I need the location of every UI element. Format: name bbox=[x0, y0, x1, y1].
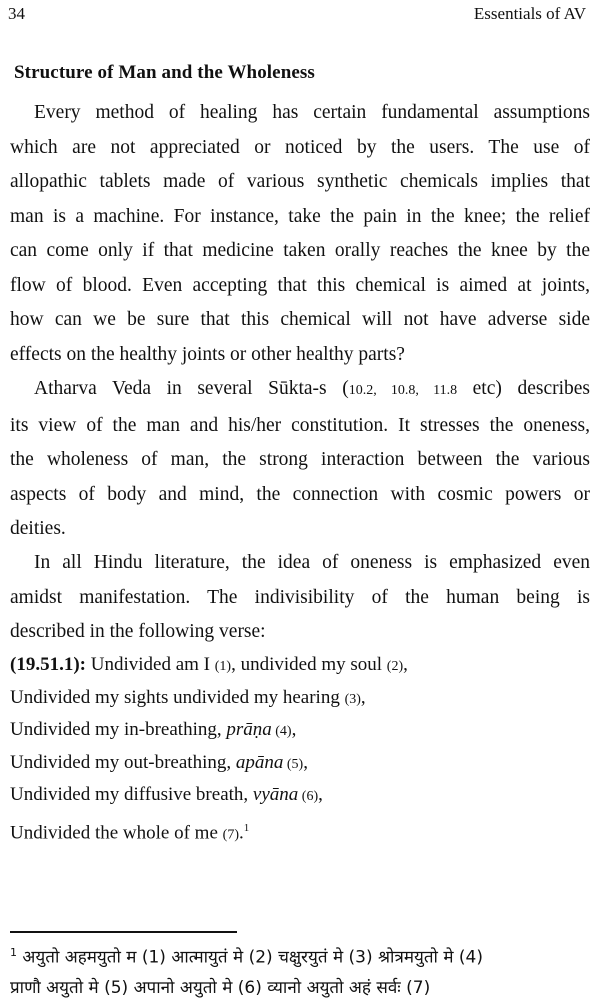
text-fragment: , bbox=[403, 654, 408, 675]
text-fragment: Atharva Veda in several Sūkta-s ( bbox=[34, 378, 349, 399]
page-number: 34 bbox=[8, 4, 25, 23]
text-fragment: , bbox=[360, 686, 366, 708]
text-line: its view of the man and his/her constitution. It stresses the oneness, bbox=[10, 414, 590, 436]
paragraph-2 bbox=[10, 372, 590, 547]
footnote-ref: 1 bbox=[243, 821, 250, 834]
text-line: effects on the healthy joints or other healthy parts? bbox=[10, 343, 405, 365]
footnote-marker: 1 bbox=[10, 946, 17, 959]
verse-line bbox=[10, 748, 408, 781]
text-fragment: etc) describes bbox=[457, 378, 591, 399]
text-line: described in the following verse: bbox=[10, 621, 266, 642]
text-line: amidst manifestation. The indivisibility of the human being is bbox=[10, 586, 590, 608]
paragraph-3 bbox=[10, 546, 590, 650]
running-title: Essentials of AV bbox=[473, 4, 586, 23]
verse-number: (3) bbox=[344, 691, 361, 707]
verse-number: (2) bbox=[386, 659, 404, 674]
text-line: flow of blood. Even accepting that this chemical is aimed at joints, bbox=[10, 274, 590, 296]
verse-reference: (19.51.1): bbox=[10, 654, 86, 675]
text-line: how can we be sure that this chemical will not have adverse side bbox=[10, 309, 590, 330]
verse-line bbox=[10, 683, 408, 716]
text-fragment: Undivided my diffusive breath, bbox=[10, 784, 253, 805]
verse-number: (1) bbox=[214, 659, 232, 674]
verse-number: (7) bbox=[222, 826, 239, 842]
sanskrit-term: vyāna bbox=[252, 784, 299, 805]
footnote-line bbox=[10, 938, 592, 973]
section-title: Structure of Man and the Wholeness bbox=[14, 62, 315, 83]
text-fragment: , bbox=[318, 784, 323, 805]
footnote-divider bbox=[10, 931, 237, 933]
text-fragment: , bbox=[291, 719, 297, 740]
sanskrit-term: prāṇa bbox=[226, 719, 272, 740]
text-line: In all Hindu literature, the idea of oneness is emphasized even bbox=[34, 552, 590, 573]
text-fragment: . bbox=[238, 821, 244, 843]
text-fragment: Undivided my out-breathing, bbox=[10, 751, 236, 773]
text-line: Every method of healing has certain fundamental assumptions bbox=[34, 102, 590, 123]
text-line: deities. bbox=[10, 518, 66, 539]
text-fragment: , undivided my soul bbox=[231, 654, 387, 675]
verse-line bbox=[10, 650, 408, 683]
footnote-line: प्राणौ अयुतो मे (5) अपानो अयुतो मे (6) व्यानो अयुतो अहं सर्वः (7) bbox=[10, 977, 431, 998]
text-fragment: Undivided am I bbox=[85, 654, 215, 675]
verse-line bbox=[10, 715, 408, 748]
verse-number: (4) bbox=[271, 724, 292, 739]
verse-line bbox=[10, 813, 408, 851]
text-fragment: Undivided the whole of me bbox=[10, 821, 223, 843]
text-fragment: Undivided my in-breathing, bbox=[10, 719, 227, 740]
text-line: allopathic tablets made of various synthetic chemicals implies that bbox=[10, 171, 590, 192]
text-line: the wholeness of man, the strong interaction between the various bbox=[10, 449, 590, 470]
text-fragment: , bbox=[303, 751, 308, 773]
text-line bbox=[10, 372, 590, 409]
verse-block bbox=[10, 650, 408, 850]
footnote bbox=[10, 938, 592, 1003]
sanskrit-term: apāna bbox=[235, 751, 284, 773]
verse-line bbox=[10, 780, 408, 813]
sukta-refs: 10.2, 10.8, 11.8 bbox=[348, 383, 458, 398]
paragraph-1 bbox=[10, 96, 590, 372]
verse-number: (5) bbox=[283, 756, 304, 772]
text-line: man is a machine. For instance, take the pain in the knee; the relief bbox=[10, 205, 590, 227]
text-fragment: Undivided my sights undivided my hearing bbox=[10, 686, 345, 708]
text-line: can come only if that medicine taken orally reaches the knee by the bbox=[10, 240, 590, 261]
text-fragment: अयुतो अहमयुतो म (1) आत्मायुतं मे (2) चक्षुरयुतं मे (3) श्रोत्रमयुतो मे (4) bbox=[17, 947, 484, 968]
text-line: aspects of body and mind, the connection with cosmic powers or bbox=[10, 483, 590, 505]
page-header bbox=[8, 4, 586, 28]
verse-number: (6) bbox=[298, 789, 319, 804]
text-line: which are not appreciated or noticed by the users. The use of bbox=[10, 136, 590, 158]
